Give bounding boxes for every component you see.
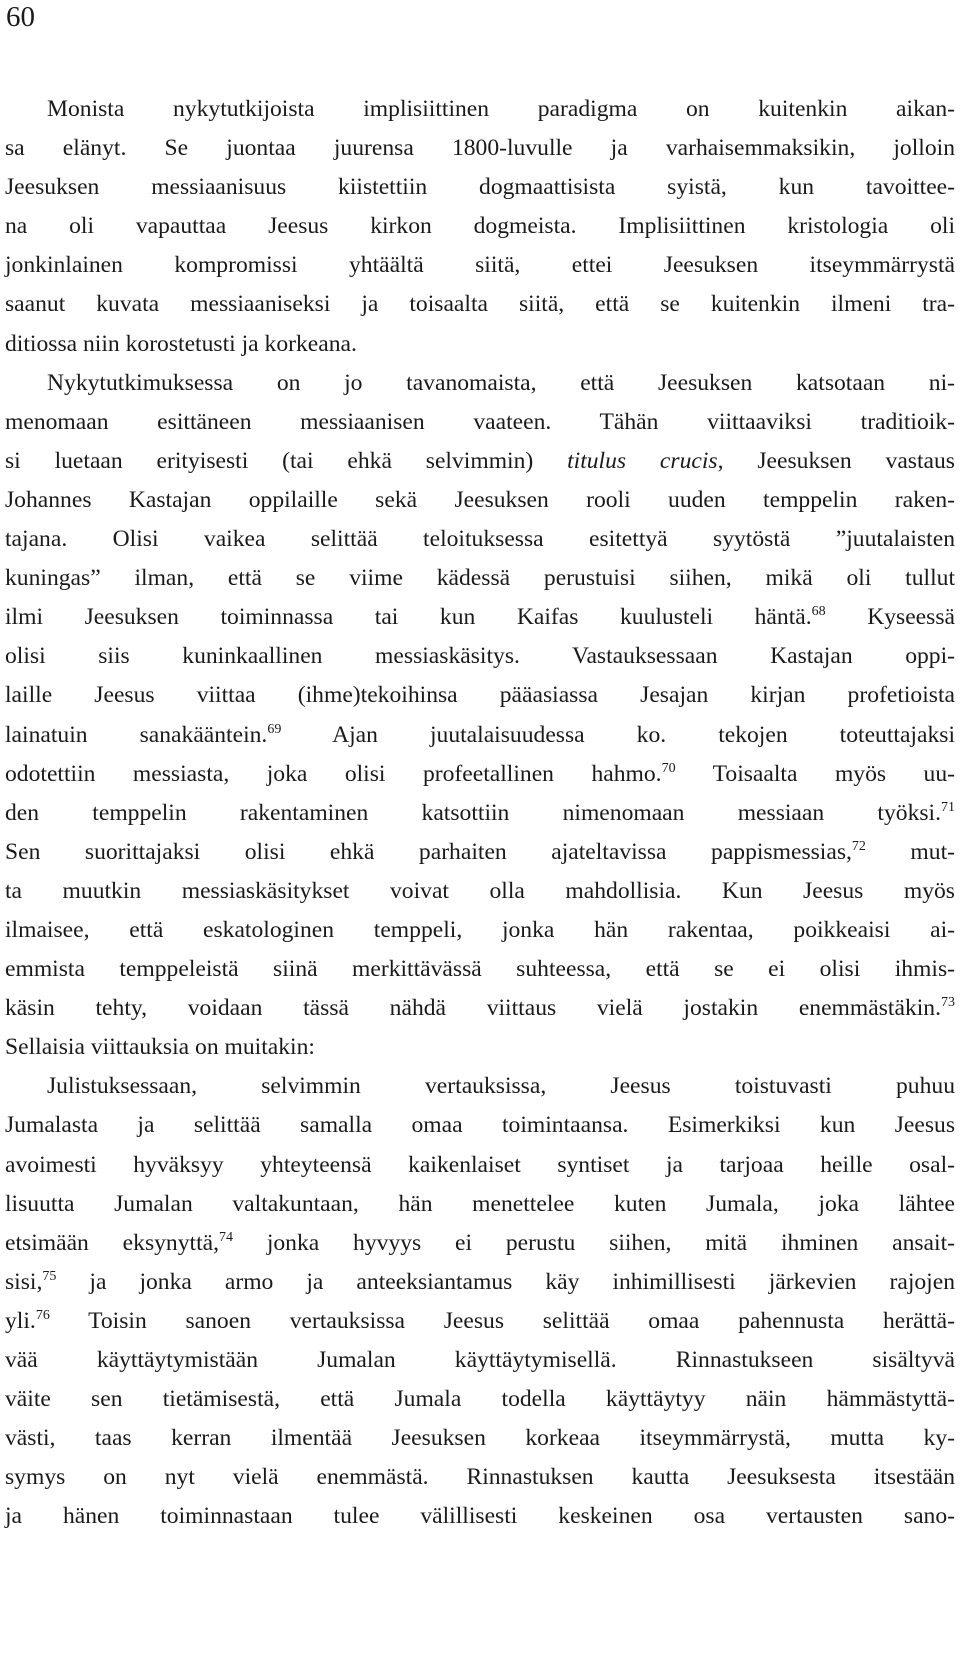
text-line: Julistuksessaan, selvimmin vertauksissa, Jeesus toistuvasti puhuu (47, 1073, 955, 1100)
text-line: västi, taas kerran ilmentää Jeesuksen korkeaa itseymmärrystä, mutta ky- (5, 1425, 955, 1452)
text-line: den temppelin rakentaminen katsottiin nimenomaan messiaan työksi.$^{71}$ (5, 799, 955, 826)
text-line: ilmi Jeesuksen toiminnassa tai kun Kaifas kuulusteli häntä.$^{68}$ Kyseessä (5, 604, 955, 631)
italic-term: titulus crucis (567, 447, 718, 474)
text-line: etsimään eksynyttä,$^{74}$ jonka hyvyys ei perustu siihen, mitä ihminen ansait- (5, 1229, 955, 1256)
text-line: käsin tehty, voidaan tässä nähdä viittaus vielä jostakin enemmästäkin.$^{73}$ (5, 995, 955, 1022)
footnote-ref: 74 (219, 1229, 233, 1245)
text-line: olisi siis kuninkaallinen messiaskäsitys. Vastauksessaan Kastajan oppi- (5, 643, 955, 670)
text-line: odotettiin messiasta, joka olisi profeetallinen hahmo.$^{70}$ Toisaalta myös uu- (5, 760, 956, 787)
text-line: ditiossa niin korostetusti ja korkeana. (5, 330, 357, 357)
text-line: sa elänyt. Se juontaa juurensa 1800-luvulle ja varhaisemmaksikin, jolloin (5, 135, 955, 162)
footnote-ref: 69 (267, 721, 282, 737)
text-line: menomaan esittäneen messiaanisen vaateen. Tähän viittaaviksi traditioik- (5, 408, 955, 435)
text-line: ta muutkin messiaskäsitykset voivat olla mahdollisia. Kun Jeesus myös (5, 877, 955, 904)
text-line: ja hänen toiminnastaan tulee välillisesti keskeinen osa vertausten sano- (5, 1503, 955, 1530)
text-line: lainatuin sanakääntein.$^{69}$ Ajan juutalaisuudessa ko. tekojen toteuttajaksi (5, 721, 955, 748)
footnote-ref: 70 (661, 760, 676, 776)
text-line: vää käyttäytymistään Jumalan käyttäytymisellä. Rinnastukseen sisältyvä (5, 1347, 955, 1373)
footnote-ref: 76 (35, 1307, 50, 1323)
page-number: 60 (6, 1, 35, 33)
text-line: symys on nyt vielä enemmästä. Rinnastuksen kautta Jeesuksesta itsestään (5, 1464, 955, 1491)
text-line: Sen suorittajaksi olisi ehkä parhaiten ajateltavissa pappismessias,$^{72}$ mut- (5, 838, 955, 865)
text-line: jonkinlainen kompromissi yhtäältä siitä, ettei Jeesuksen itseymmärrystä (5, 252, 955, 279)
text-line: saanut kuvata messiaaniseksi ja toisaalta siitä, että se kuitenkin ilmeni tra- (5, 291, 955, 318)
text-line: Jeesuksen messiaanisuus kiistettiin dogmaattisista syistä, kun tavoittee- (5, 174, 955, 201)
text-line: si luetaan erityisesti (tai ehkä selvimmin) titulus crucis, Jeesuksen vastaus (5, 447, 955, 474)
text-line: laille Jeesus viittaa (ihme)tekoihinsa pääasiassa Jesajan kirjan profetioista (5, 682, 955, 709)
text-line: avoimesti hyväksyy yhteyteensä kaikenlaiset syntiset ja tarjoaa heille osal- (5, 1151, 955, 1178)
text-line: Jumalasta ja selittää samalla omaa toimintaansa. Esimerkiksi kun Jeesus (5, 1112, 955, 1139)
footnote-ref: 73 (941, 995, 955, 1011)
text-line: yli.$^{76}$ Toisin sanoen vertauksissa Jeesus selittää omaa pahennusta herättä- (5, 1307, 955, 1334)
footnote-ref: 71 (941, 799, 955, 815)
text-line: Monista nykytutkijoista implisiittinen paradigma on kuitenkin aikan- (47, 96, 955, 122)
text-line: Nykytutkimuksessa on jo tavanomaista, että Jeesuksen katsotaan ni- (47, 369, 955, 396)
text-line: sisi,$^{75}$ ja jonka armo ja anteeksiantamus käy inhimillisesti järkevien rajojen (5, 1268, 955, 1295)
text-line: lisuutta Jumalan valtakuntaan, hän menettelee kuten Jumala, joka lähtee (5, 1190, 955, 1217)
text-line: Johannes Kastajan oppilaille sekä Jeesuksen rooli uuden temppelin raken- (5, 486, 955, 513)
body-text (5, 90, 955, 1536)
footnote-ref: 68 (811, 604, 826, 620)
text-line: Sellaisia viittauksia on muitakin: (5, 1034, 315, 1061)
text-line: emmista temppeleistä siinä merkittävässä suhteessa, että se ei olisi ihmis- (5, 956, 955, 983)
text-line: kuningas” ilman, että se viime kädessä perustuisi siihen, mikä oli tullut (5, 565, 955, 592)
text-line: tajana. Olisi vaikea selittää teloituksessa esitettyä syytöstä ”juutalaisten (5, 526, 955, 553)
text-line: väite sen tietämisestä, että Jumala todella käyttäytyy näin hämmästyttä- (5, 1386, 955, 1413)
text-line: na oli vapauttaa Jeesus kirkon dogmeista. Implisiittinen kristologia oli (5, 213, 955, 240)
footnote-ref: 72 (851, 838, 866, 854)
footnote-ref: 75 (42, 1268, 57, 1284)
text-line: ilmaisee, että eskatologinen temppeli, jonka hän rakentaa, poikkeaisi ai- (5, 916, 955, 943)
